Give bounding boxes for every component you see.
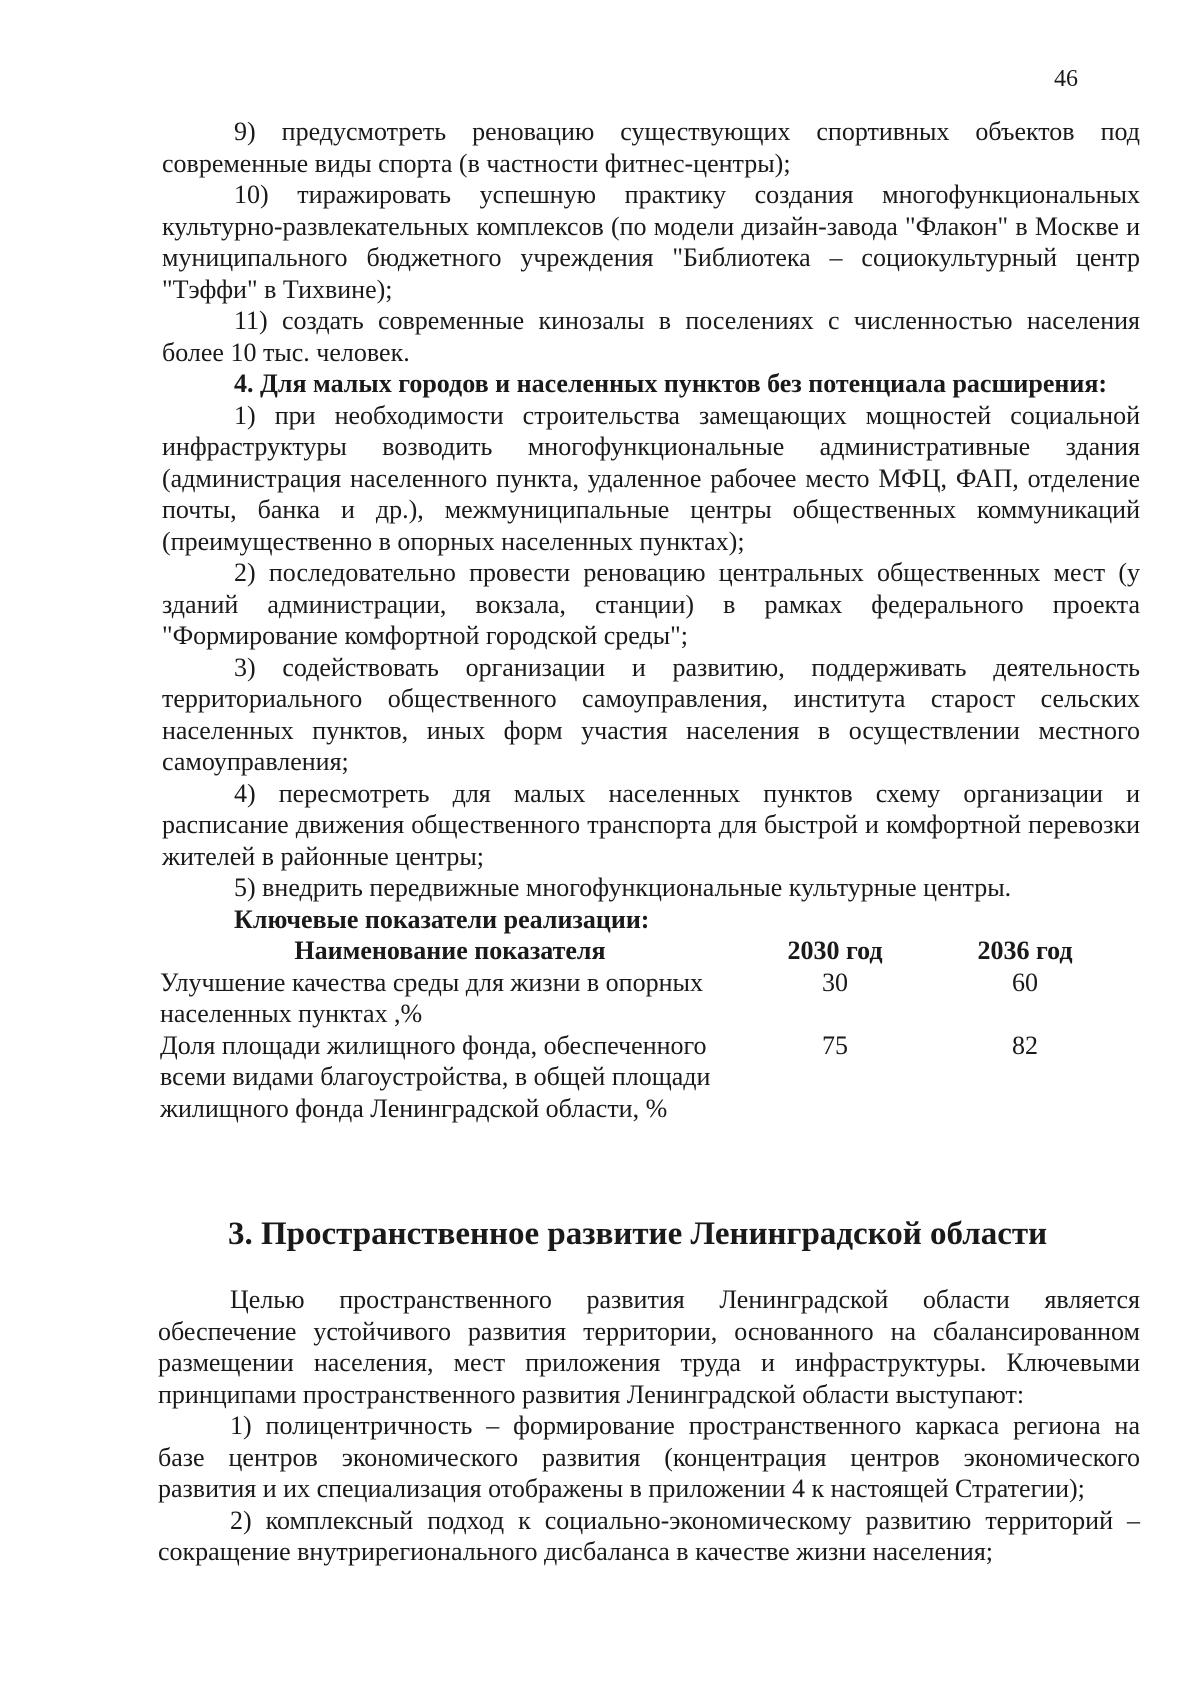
paragraph-item-9: 9) предусмотреть реновацию существующих спортивных объектов под современные виды спорта (в частности фитнес-центры); [162,117,1140,178]
indicator-value-2030: 30 [822,967,848,997]
table-row [160,967,1120,1030]
column-header-2036: 2036 год [977,936,1073,965]
body-text-bottom [158,1284,1140,1568]
section-4-heading: 4. Для малых городов и населенных пунктов без потенциала расширения: [234,369,1108,398]
principle-item-1: 1) полицентричность – формирование пространственного каркаса региона на базе центров экономического развития (концентрация центров экономического развития и их специализация отображены в приложении 4 к настоящей Стратегии); [158,1411,1140,1503]
section-3-title: 3. Пространственное развитие Ленинградской области [228,1216,1048,1252]
section-4-item-5: 5) внедрить передвижные многофункциональные культурные центры. [234,873,1012,902]
page-number: 46 [1054,66,1078,92]
principle-item-2: 2) комплексный подход к социально-экономическому развитию территорий – сокращение внутрирегионального дисбаланса в качестве жизни населения; [158,1505,1140,1566]
indicator-value-2036: 60 [1012,967,1038,997]
indicator-name: Доля площади жилищного фонда, обеспеченного всеми видами благоустройства, в общей площади жилищного фонда Ленинградской области, % [160,1030,711,1123]
indicator-value-2030: 75 [822,1030,848,1060]
key-indicators-title: Ключевые показатели реализации: [234,904,650,934]
column-header-name: Наименование показателя [294,936,606,965]
paragraph-item-10: 10) тиражировать успешную практику создания многофункциональных культурно-развлекательных комплексов (по модели дизайн-завода "Флакон" в Москве и муниципального бюджетного учреждения "Библиотека – социокультурный центр "Тэффи" в Тихвине); [162,180,1140,304]
indicator-name: Улучшение качества среды для жизни в опорных населенных пунктах ,% [160,967,703,1028]
indicator-value-2036: 82 [1012,1030,1038,1060]
section-3-intro: Целью пространственного развития Ленинградской области является обеспечение устойчивого развития территории, основанного на сбалансированном размещении населения, мест приложения труда и инфраструктуры. Ключевыми принципами пространственного развития Ленинградской области выступают: [158,1285,1140,1409]
column-header-2030: 2030 год [787,936,883,965]
table-row [160,1030,1120,1125]
section-4-item-2: 2) последовательно провести реновацию центральных общественных мест (у зданий администрации, вокзала, станции) в рамках федерального проекта "Формирование комфортной городской среды"; [162,558,1140,650]
paragraph-item-11: 11) создать современные кинозалы в поселениях с численностью населения более 10 тыс. человек. [162,306,1140,367]
table-header-row [160,935,1120,967]
section-4-item-1: 1) при необходимости строительства замещающих мощностей социальной инфраструктуры возводить многофункциональные административные здания (администрация населенного пункта, удаленное рабочее место МФЦ, ФАП, отделение почты, банка и др.), межмуниципальные центры общественных коммуникаций (преимущественно в опорных населенных пунктах); [162,400,1140,556]
body-text-top [162,116,1140,1124]
key-indicators-table [160,935,1120,1124]
section-4-item-4: 4) пересмотреть для малых населенных пунктов схему организации и расписание движения общественного транспорта для быстрой и комфортной перевозки жителей в районные центры; [162,778,1140,871]
section-4-item-3: 3) содействовать организации и развитию, поддерживать деятельность территориального общественного самоуправления, института старост сельских населенных пунктов, иных форм участия населения в осуществлении местного самоуправления; [162,652,1140,776]
